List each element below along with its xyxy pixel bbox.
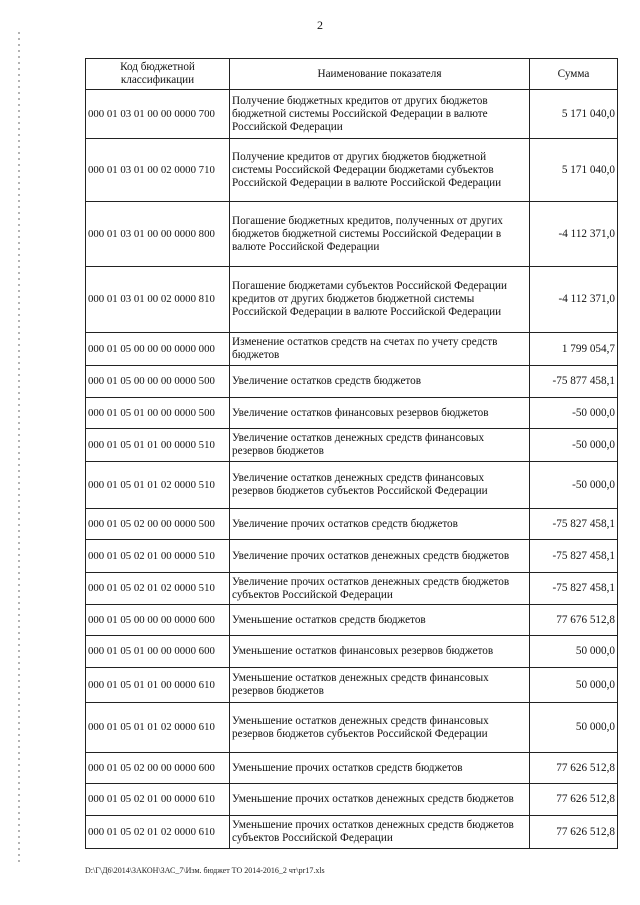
row-code: 000 01 05 01 00 00 0000 600 [86, 636, 230, 668]
row-name: Уменьшение остатков средств бюджетов [230, 605, 530, 636]
row-sum: -50 000,0 [530, 398, 618, 429]
table-row [86, 784, 618, 816]
row-name: Уменьшение остатков денежных средств финансовых резервов бюджетов субъектов Российской Федерации [230, 703, 530, 753]
row-code: 000 01 05 01 01 02 0000 510 [86, 462, 230, 509]
row-code: 000 01 05 02 01 02 0000 610 [86, 816, 230, 849]
table-row [86, 90, 618, 139]
row-code: 000 01 05 02 00 00 0000 500 [86, 509, 230, 540]
row-name: Погашение бюджетами субъектов Российской Федерации кредитов от других бюджетов бюджетной системы Российской Федерации в валюте Российской Федерации [230, 267, 530, 333]
header-sum: Сумма [530, 59, 618, 90]
row-name: Уменьшение прочих остатков денежных средств бюджетов субъектов Российской Федерации [230, 816, 530, 849]
row-code: 000 01 03 01 00 00 0000 700 [86, 90, 230, 139]
row-sum: 50 000,0 [530, 703, 618, 753]
budget-sources-table [85, 58, 618, 849]
row-name: Получение кредитов от других бюджетов бюджетной системы Российской Федерации бюджетами субъектов Российской Федерации в валюте Российской Федерации [230, 139, 530, 202]
row-sum: 50 000,0 [530, 668, 618, 703]
table-row [86, 636, 618, 668]
row-name: Уменьшение прочих остатков средств бюджетов [230, 753, 530, 784]
row-code: 000 01 05 00 00 00 0000 600 [86, 605, 230, 636]
row-code: 000 01 03 01 00 00 0000 800 [86, 202, 230, 267]
table-row [86, 753, 618, 784]
row-name: Уменьшение остатков финансовых резервов бюджетов [230, 636, 530, 668]
row-name: Увеличение прочих остатков денежных средств бюджетов [230, 540, 530, 573]
table-row [86, 605, 618, 636]
header-name: Наименование показателя [230, 59, 530, 90]
row-name: Уменьшение прочих остатков денежных средств бюджетов [230, 784, 530, 816]
file-path-footer: D:\Г\Д6\2014\ЗАКОН\ЗАС_7\Изм. бюджет ТО 2014-2016_2 чт\pr17.xls [85, 866, 325, 875]
row-code: 000 01 05 02 01 00 0000 610 [86, 784, 230, 816]
row-name: Погашение бюджетных кредитов, полученных от других бюджетов бюджетной системы Российской Федерации в валюте Российской Федерации [230, 202, 530, 267]
row-sum: -75 827 458,1 [530, 573, 618, 605]
row-code: 000 01 03 01 00 02 0000 710 [86, 139, 230, 202]
row-code: 000 01 05 01 01 00 0000 510 [86, 429, 230, 462]
row-code: 000 01 03 01 00 02 0000 810 [86, 267, 230, 333]
row-name: Изменение остатков средств на счетах по учету средств бюджетов [230, 333, 530, 366]
row-sum: 77 626 512,8 [530, 784, 618, 816]
table-row [86, 139, 618, 202]
row-code: 000 01 05 02 00 00 0000 600 [86, 753, 230, 784]
row-name: Увеличение остатков средств бюджетов [230, 366, 530, 398]
table-row [86, 462, 618, 509]
table-row [86, 816, 618, 849]
header-code: Код бюджетной классификации [86, 59, 230, 90]
row-code: 000 01 05 02 01 02 0000 510 [86, 573, 230, 605]
table-row [86, 398, 618, 429]
row-sum: -50 000,0 [530, 462, 618, 509]
row-name: Увеличение прочих остатков денежных средств бюджетов субъектов Российской Федерации [230, 573, 530, 605]
table-row [86, 429, 618, 462]
table-row [86, 366, 618, 398]
row-code: 000 01 05 01 01 02 0000 610 [86, 703, 230, 753]
row-sum: 5 171 040,0 [530, 139, 618, 202]
row-code: 000 01 05 00 00 00 0000 000 [86, 333, 230, 366]
page-number: 2 [317, 18, 323, 32]
row-sum: -50 000,0 [530, 429, 618, 462]
row-sum: 77 626 512,8 [530, 816, 618, 849]
row-name: Получение бюджетных кредитов от других бюджетов бюджетной системы Российской Федерации в валюте Российской Федерации [230, 90, 530, 139]
row-sum: 50 000,0 [530, 636, 618, 668]
table-row [86, 333, 618, 366]
row-sum: 1 799 054,7 [530, 333, 618, 366]
table-row [86, 668, 618, 703]
binding-holes [18, 30, 20, 865]
row-code: 000 01 05 00 00 00 0000 500 [86, 366, 230, 398]
row-sum: 5 171 040,0 [530, 90, 618, 139]
row-name: Увеличение остатков денежных средств финансовых резервов бюджетов [230, 429, 530, 462]
row-sum: -4 112 371,0 [530, 202, 618, 267]
row-sum: -4 112 371,0 [530, 267, 618, 333]
row-sum: 77 676 512,8 [530, 605, 618, 636]
table-row [86, 202, 618, 267]
row-sum: -75 827 458,1 [530, 540, 618, 573]
row-name: Увеличение прочих остатков средств бюджетов [230, 509, 530, 540]
table-row [86, 540, 618, 573]
row-sum: -75 877 458,1 [530, 366, 618, 398]
row-name: Увеличение остатков финансовых резервов бюджетов [230, 398, 530, 429]
row-name: Уменьшение остатков денежных средств финансовых резервов бюджетов [230, 668, 530, 703]
row-sum: -75 827 458,1 [530, 509, 618, 540]
row-code: 000 01 05 02 01 00 0000 510 [86, 540, 230, 573]
row-sum: 77 626 512,8 [530, 753, 618, 784]
row-code: 000 01 05 01 01 00 0000 610 [86, 668, 230, 703]
table-row [86, 267, 618, 333]
table-row [86, 509, 618, 540]
row-name: Увеличение остатков денежных средств финансовых резервов бюджетов субъектов Российской Федерации [230, 462, 530, 509]
table-row [86, 703, 618, 753]
table-row [86, 573, 618, 605]
table-header-row [86, 59, 618, 90]
row-code: 000 01 05 01 00 00 0000 500 [86, 398, 230, 429]
